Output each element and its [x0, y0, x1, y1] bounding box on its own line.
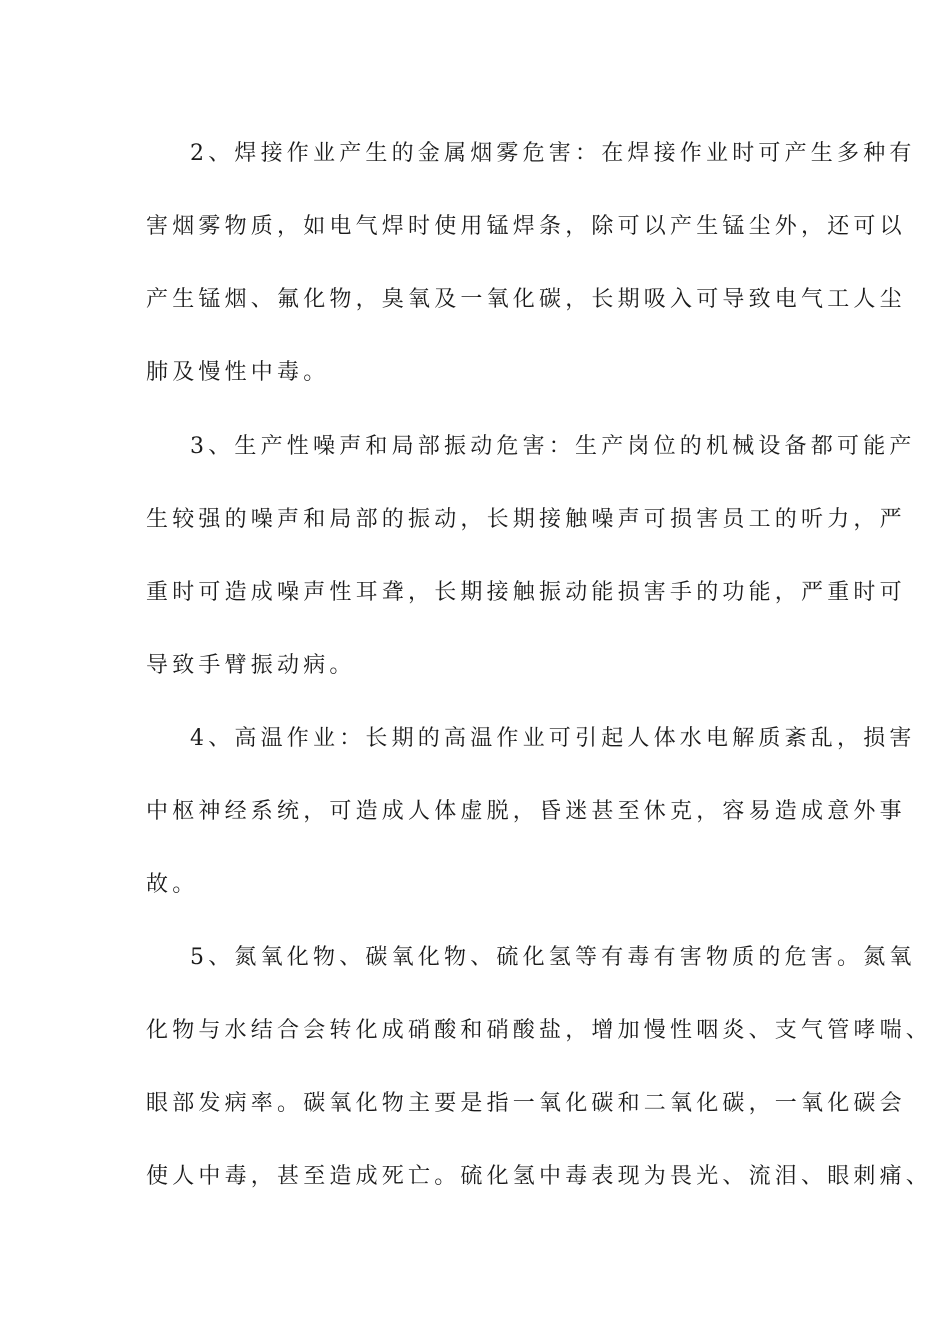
paragraph-3-line-4: 导致手臂振动病。: [146, 653, 356, 678]
paragraph-2-line-1: 2、焊接作业产生的金属烟雾危害：在焊接作业时可产生多种有: [190, 141, 916, 166]
paragraph-2-line-2: 害烟雾物质，如电气焊时使用锰焊条，除可以产生锰尘外，还可以: [146, 214, 906, 239]
paragraph-5-line-3: 眼部发病率。碳氧化物主要是指一氧化碳和二氧化碳，一氧化碳会: [146, 1091, 906, 1116]
paragraph-4-line-3: 故。: [146, 872, 199, 897]
paragraph-2-line-4: 肺及慢性中毒。: [146, 360, 330, 385]
paragraph-4-line-1: 4、高温作业：长期的高温作业可引起人体水电解质紊乱，损害: [190, 726, 916, 751]
paragraph-3-line-1: 3、生产性噪声和局部振动危害：生产岗位的机械设备都可能产: [190, 434, 916, 459]
paragraph-3-line-3: 重时可造成噪声性耳聋，长期接触振动能损害手的功能，严重时可: [146, 580, 906, 605]
paragraph-5-line-2: 化物与水结合会转化成硝酸和硝酸盐，增加慢性咽炎、支气管哮喘、: [146, 1018, 933, 1043]
paragraph-5-line-4: 使人中毒，甚至造成死亡。硫化氢中毒表现为畏光、流泪、眼刺痛、: [146, 1164, 933, 1189]
paragraph-2-line-3: 产生锰烟、氟化物，臭氧及一氧化碳，长期吸入可导致电气工人尘: [146, 287, 906, 312]
paragraph-4-line-2: 中枢神经系统，可造成人体虚脱，昏迷甚至休克，容易造成意外事: [146, 799, 906, 824]
paragraph-5-line-1: 5、氮氧化物、碳氧化物、硫化氢等有毒有害物质的危害。氮氧: [190, 945, 916, 970]
paragraph-3-line-2: 生较强的噪声和局部的振动，长期接触噪声可损害员工的听力，严: [146, 507, 906, 532]
